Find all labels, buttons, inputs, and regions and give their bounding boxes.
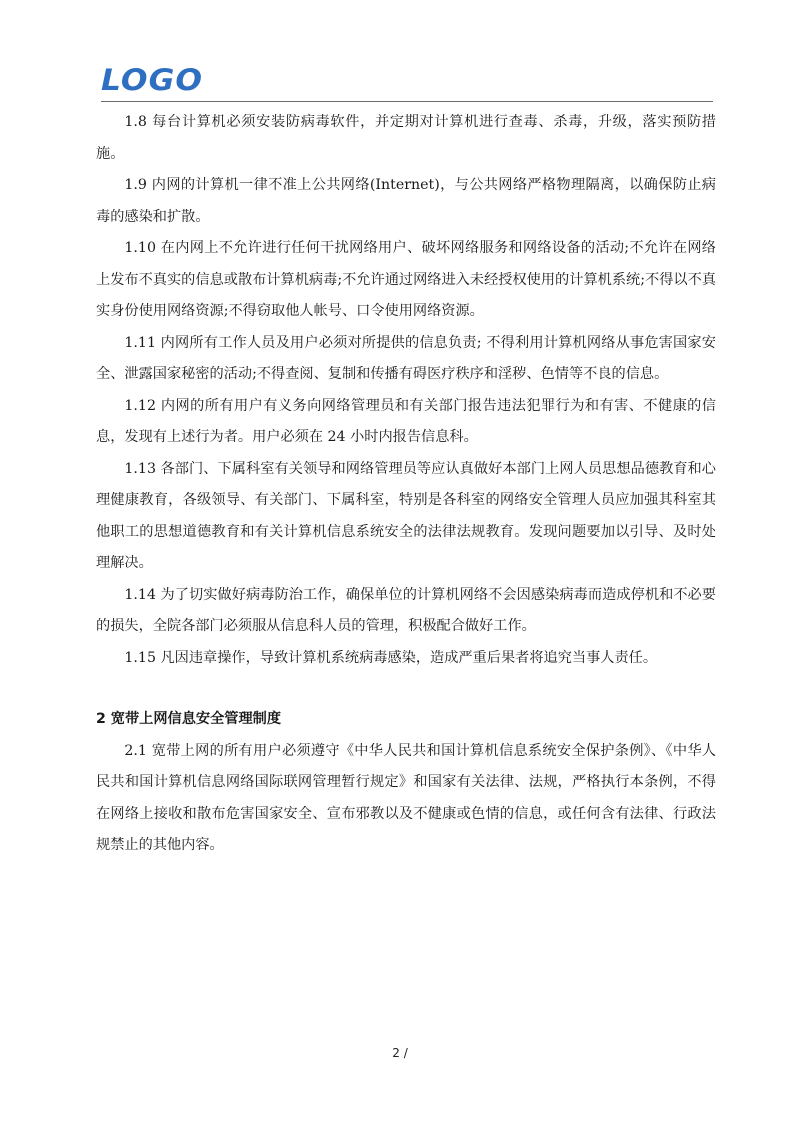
paragraph-1-14: 1.14 为了切实做好病毒防治工作，确保单位的计算机网络不会因感染病毒而造成停机和不必要的损失，全院各部门必须服从信息科人员的管理，积极配合做好工作。 <box>96 586 716 634</box>
paragraph-1-11: 1.11 内网所有工作人员及用户必须对所提供的信息负责; 不得利用计算机网络从事危害国家安全、泄露国家秘密的活动;不得查阅、复制和传播有碍医疗秩序和淫秽、色情等不良的信息。 <box>96 334 716 382</box>
page-header <box>101 64 713 102</box>
paragraph-1-15: 1.15 凡因违章操作，导致计算机系统病毒感染，造成严重后果者将追究当事人责任。 <box>124 649 658 666</box>
page-number: 2 / <box>392 1046 408 1060</box>
logo: LOGO <box>101 63 204 97</box>
paragraph-1-8: 1.8 每台计算机必须安装防病毒软件，并定期对计算机进行查毒、杀毒，升级，落实预防措施。 <box>96 114 716 162</box>
document-body <box>96 107 716 862</box>
paragraph-1-10: 1.10 在内网上不允许进行任何干扰网络用户、破坏网络服务和网络设备的活动;不允许在网络上发布不真实的信息或散布计算机病毒;不允许通过网络进入未经授权使用的计算机系统;不得以不真实身份使用网络资源;不得窃取他人帐号、口令使用网络资源。 <box>96 240 716 319</box>
paragraph-2-1: 2.1 宽带上网的所有用户必须遵守《中华人民共和国计算机信息系统安全保护条例》、《中华人民共和国计算机信息网络国际联网管理暂行规定》和国家有关法律、法规，严格执行本条例，不得在网络上接收和散布危害国家安全、宣布邪教以及不健康或色情的信息，或任何含有法律、行政法规禁止的其他内容。 <box>96 742 716 853</box>
paragraph-1-12: 1.12 内网的所有用户有义务向网络管理员和有关部门报告违法犯罪行为和有害、不健康的信息，发现有上述行为者。用户必须在 24 小时内报告信息科。 <box>96 397 716 445</box>
paragraph-1-13: 1.13 各部门、下属科室有关领导和网络管理员等应认真做好本部门上网人员思想品德教育和心理健康教育，各级领导、有关部门、下属科室，特别是各科室的网络安全管理人员应加强其科室其他职工的思想道德教育和有关计算机信息系统安全的法律法规教育。发现问题要加以引导、及时处理解决。 <box>96 460 716 571</box>
section-2-heading: 2 宽带上网信息安全管理制度 <box>96 711 282 727</box>
paragraph-1-9: 1.9 内网的计算机一律不准上公共网络(Internet)，与公共网络严格物理隔离，以确保防止病毒的感染和扩散。 <box>96 177 716 225</box>
